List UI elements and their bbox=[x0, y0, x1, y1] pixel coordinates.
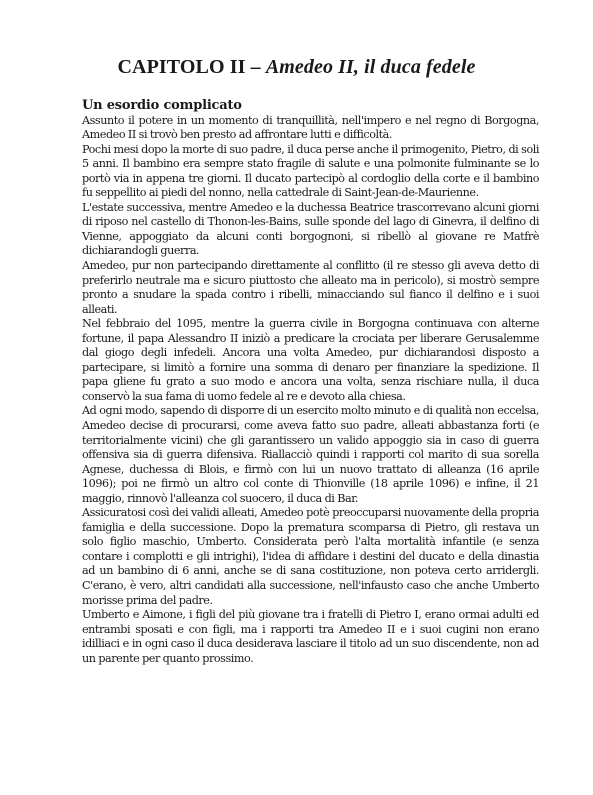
chapter-subtitle: Amedeo II, il duca fedele bbox=[265, 56, 476, 78]
chapter-body bbox=[82, 99, 539, 666]
paragraph: Amedeo, pur non partecipando direttamente al conflitto (il re stesso gli aveva detto di preferirlo neutrale ma e sicuro piuttosto che alleato ma in pericolo), si mostrò sempre pronto a snudare la spada contro i ribelli, minacciando sul fianco il delfino e i suoi alleati. bbox=[82, 258, 539, 316]
paragraph: Ad ogni modo, sapendo di disporre di un esercito molto minuto e di qualità non eccelsa, Amedeo decise di procurarsi, come aveva fatto suo padre, alleati abbastanza forti (e territorialmente vicini) che gli garantissero un valido appoggio sia in caso di guerra offensiva sia di guerra difensiva. Riallacciò quindi i rapporti col marito di sua sorella Agnese, duchessa di Blois, e firmò con lui un nuovo trattato di alleanza (16 aprile 1096); poi ne firmò un altro col conte di Thionville (18 aprile 1096) e infine, il 21 maggio, rinnovò l'alleanza col suocero, il duca di Bar. bbox=[82, 404, 539, 505]
chapter-title bbox=[0, 56, 593, 79]
paragraph: L'estate successiva, mentre Amedeo e la duchessa Beatrice trascorrevano alcuni giorni di riposo nel castello di Thonon-les-Bains, sulle sponde del lago di Ginevra, il delfino di Vienne, appoggiato da alcuni conti borgognoni, si ribellò al giovane re Matfrè dichiarandogli guerra. bbox=[82, 200, 539, 258]
paragraph: Assicuratosi così dei validi alleati, Amedeo potè preoccuparsi nuovamente della propria famiglia e della successione. Dopo la prematura scomparsa di Pietro, gli restava un solo figlio maschio, Umberto. Considerata però l'alta mortalità infantile (e senza contare i complotti e gli intrighi), l'idea di affidare i destini del ducato e della dinastia ad un bambino di 6 anni, anche se di sana costituzione, non poteva certo arridergli. C'erano, è vero, altri candidati alla successione, nell'infausto caso che anche Umberto morisse prima del padre. bbox=[82, 506, 539, 607]
chapter-number: CAPITOLO II bbox=[117, 56, 246, 78]
paragraph: Pochi mesi dopo la morte di suo padre, il duca perse anche il primogenito, Pietro, di soli 5 anni. Il bambino era sempre stato fragile di salute e una polmonite fulminante se lo portò via in appena tre giorni. Il ducato partecipò al cordoglio della corte e il bambino fu seppellito ai piedi del nonno, nella cattedrale di Saint-Jean-de-Maurienne. bbox=[82, 142, 539, 200]
paragraph: Umberto e Aimone, i figli del più giovane tra i fratelli di Pietro I, erano ormai adulti ed entrambi sposati e con figli, ma i rapporti tra Amedeo II e i suoi cugini non erano idilliaci e in ogni caso il duca desiderava lasciare il titolo ad un suo discendente, non ad un parente per quanto prossimo. bbox=[82, 608, 539, 665]
chapter-separator: – bbox=[245, 56, 266, 78]
paragraph: Assunto il potere in un momento di tranquillità, nell'impero e nel regno di Borgogna, Amedeo II si trovò ben presto ad affrontare lutti e difficoltà. bbox=[82, 113, 539, 142]
section-heading: Un esordio complicato bbox=[82, 98, 242, 113]
paragraph: Nel febbraio del 1095, mentre la guerra civile in Borgogna continuava con alterne fortune, il papa Alessandro II iniziò a predicare la crociata per liberare Gerusalemme dal giogo degli infedeli. Ancora una volta Amedeo, pur dichiarandosi disposto a partecipare, si limitò a fornire una somma di denaro per finanziare la spedizione. Il papa gliene fu grato a suo modo e ancora una volta, senza rischiare nulla, il duca conservò la sua fama di uomo fedele al re e devoto alla chiesa. bbox=[82, 317, 539, 403]
